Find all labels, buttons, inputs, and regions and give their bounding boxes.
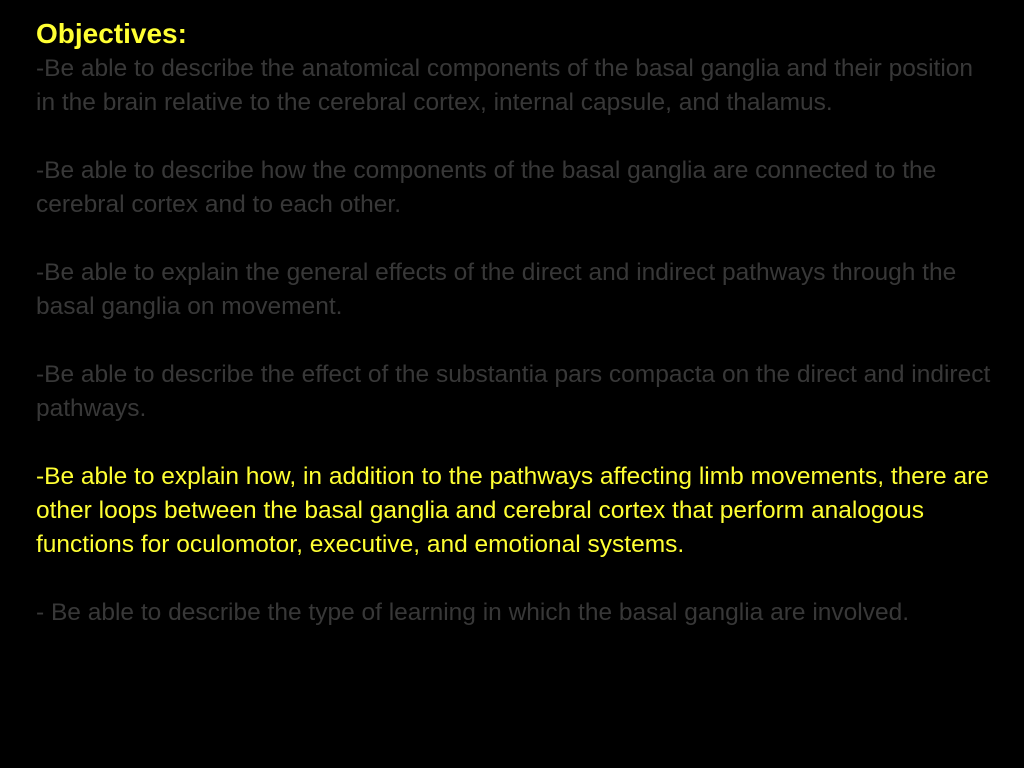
slide-title: Objectives: (36, 18, 187, 49)
objective-connections: -Be able to describe how the components of the basal ganglia are connected to the cerebral cortex and to each other. (36, 157, 937, 218)
spacer (36, 562, 994, 596)
objective-anatomy: -Be able to describe the anatomical components of the basal ganglia and their position in the brain relative to the cerebral cortex, internal capsule, and thalamus. (36, 55, 974, 116)
spacer (36, 324, 994, 358)
objective-loops-highlighted: -Be able to explain how, in addition to the pathways affecting limb movements, there are other loops between the basal ganglia and cerebral cortex that perform analogous functions for oculomotor, executive, and emotional systems. (36, 463, 989, 558)
objective-pathways: -Be able to explain the general effects of the direct and indirect pathways through the basal ganglia on movement. (36, 259, 957, 320)
objective-learning: - Be able to describe the type of learning in which the basal ganglia are involved. (36, 599, 910, 626)
objective-substantia: -Be able to describe the effect of the substantia pars compacta on the direct and indirect pathways. (36, 361, 991, 422)
spacer (36, 222, 994, 256)
spacer (36, 426, 994, 460)
spacer (36, 120, 994, 154)
